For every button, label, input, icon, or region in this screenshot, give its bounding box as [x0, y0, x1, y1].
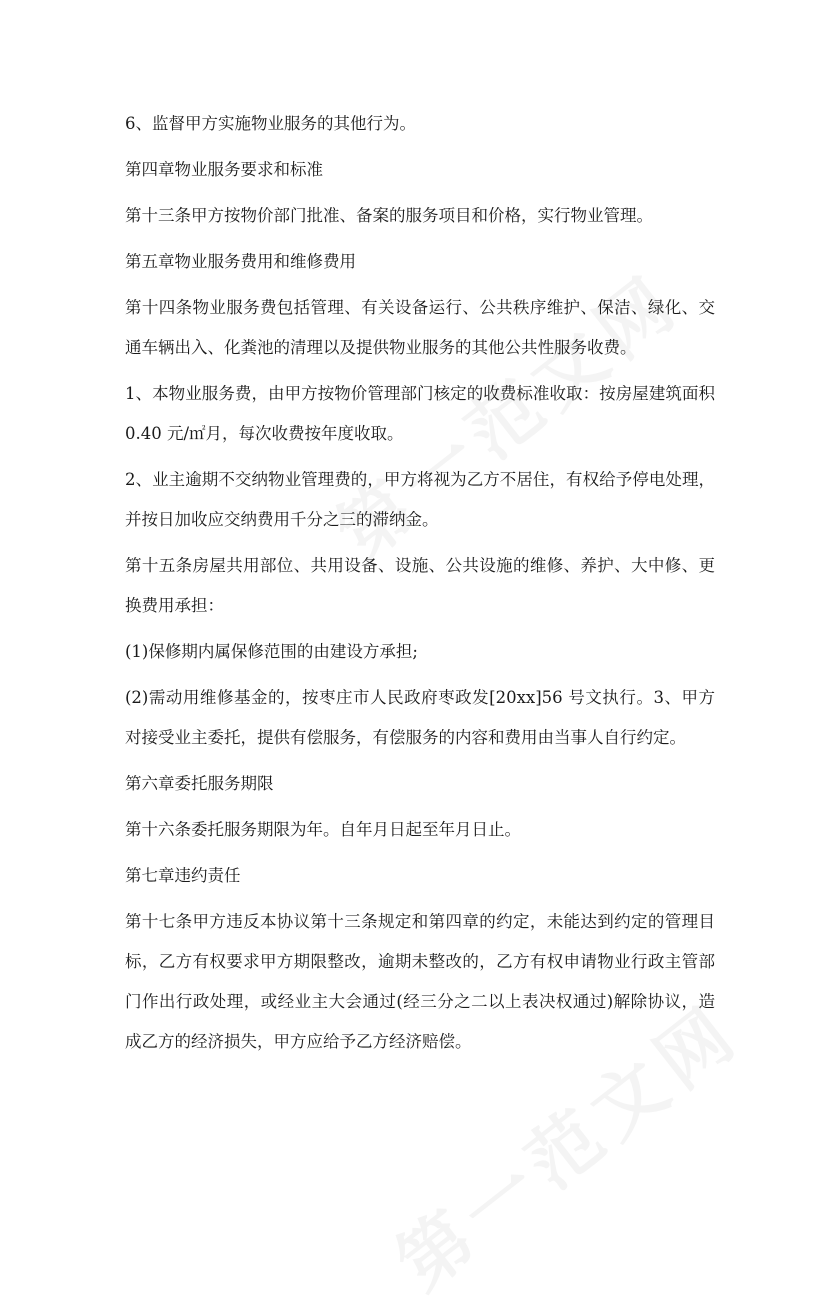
- article-13: 第十三条甲方按物价部门批准、备案的服务项目和价格，实行物业管理。: [125, 206, 653, 225]
- paragraph-item-6: 6、监督甲方实施物业服务的其他行为。: [125, 114, 416, 133]
- article-14-item-2: 2、业主逾期不交纳物业管理费的，甲方将视为乙方不居住，有权给予停电处理，并按日加收应交纳费用千分之三的滞纳金。: [125, 470, 715, 529]
- chapter-5-heading: 第五章物业服务费用和维修费用: [125, 252, 356, 271]
- chapter-4-heading: 第四章物业服务要求和标准: [125, 160, 323, 179]
- article-15: 第十五条房屋共用部位、共用设备、设施、公共设施的维修、养护、大中修、更换费用承担：: [125, 556, 715, 615]
- article-15-item-1: (1)保修期内属保修范围的由建设方承担;: [125, 642, 418, 661]
- chapter-7-heading: 第七章违约责任: [125, 866, 241, 885]
- chapter-6-heading: 第六章委托服务期限: [125, 774, 274, 793]
- article-14-item-1: 1、本物业服务费，由甲方按物价管理部门核定的收费标准收取：按房屋建筑面积 0.40 元/㎡月，每次收费按年度收取。: [125, 384, 715, 443]
- article-15-item-2: (2)需动用维修基金的，按枣庄市人民政府枣政发[20xx]56 号文执行。3、甲方对接受业主委托，提供有偿服务，有偿服务的内容和费用由当事人自行约定。: [125, 688, 715, 747]
- article-16: 第十六条委托服务期限为年。自年月日起至年月日止。: [125, 820, 521, 839]
- article-17: 第十七条甲方违反本协议第十三条规定和第四章的约定，未能达到约定的管理目标，乙方有权要求甲方期限整改，逾期未整改的，乙方有权申请物业行政主管部门作出行政处理，或经业主大会通过(经三分之二以上表决权通过)解除协议，造成乙方的经济损失，甲方应给予乙方经济赔偿。: [125, 912, 715, 1051]
- article-14: 第十四条物业服务费包括管理、有关设备运行、公共秩序维护、保洁、绿化、交通车辆出入、化粪池的清理以及提供物业服务的其他公共性服务收费。: [125, 298, 715, 357]
- document-body: [125, 104, 715, 1068]
